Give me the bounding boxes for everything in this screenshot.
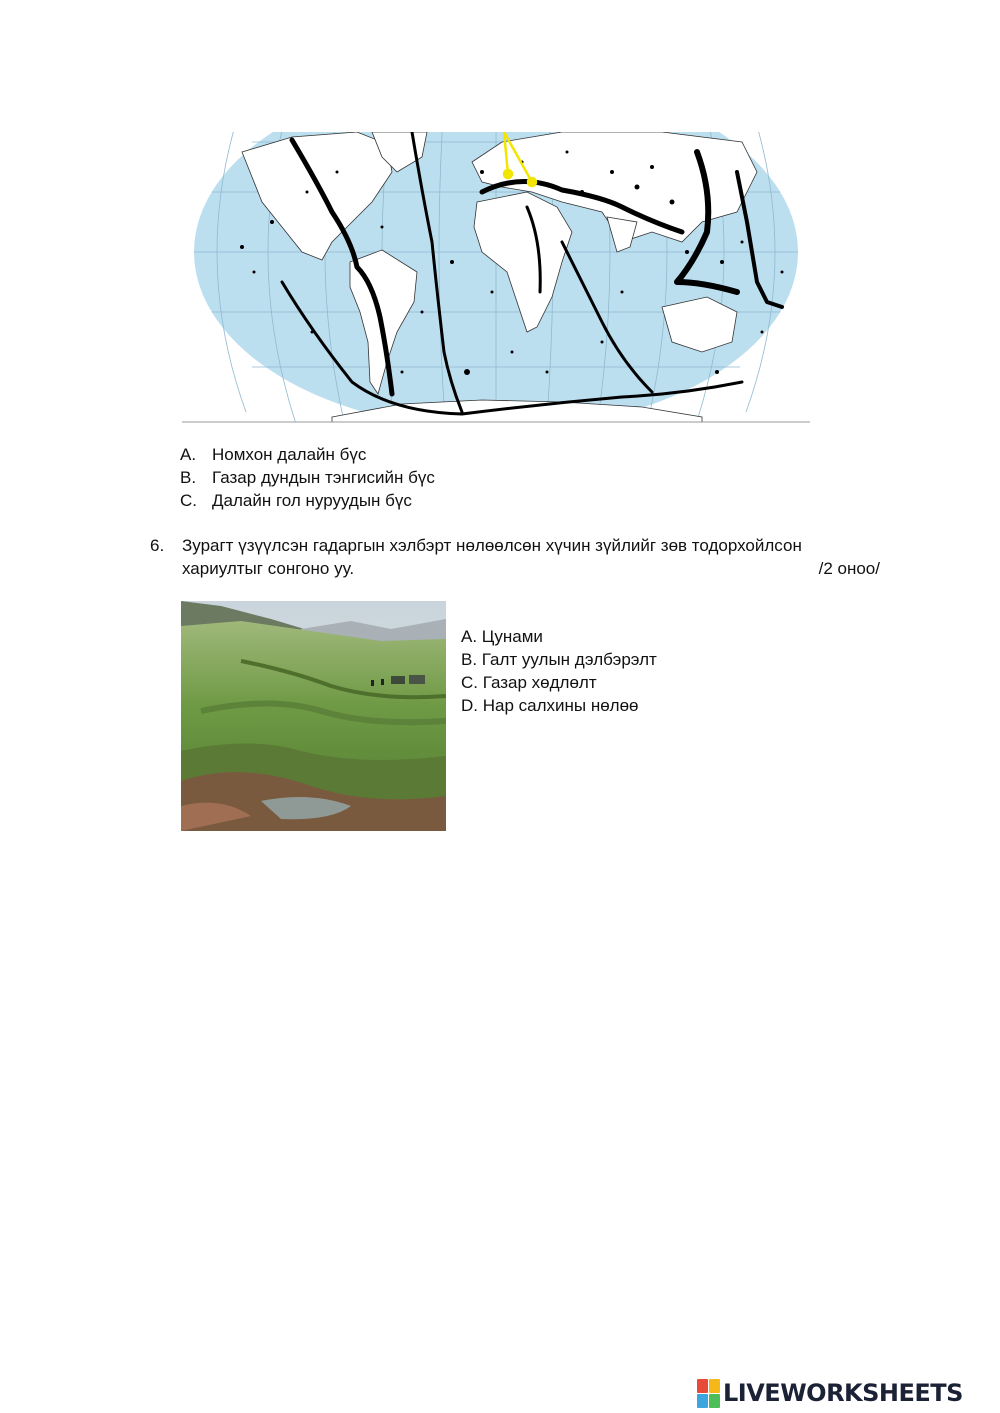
map-option-c[interactable] bbox=[180, 489, 435, 512]
option-letter: B. bbox=[180, 468, 197, 487]
landscape-photo bbox=[181, 601, 446, 831]
world-map bbox=[182, 132, 812, 424]
photo-answer-options bbox=[461, 625, 657, 717]
landscape-fault-photo-icon bbox=[181, 601, 446, 831]
option-letter: C. bbox=[180, 491, 197, 510]
map-option-b[interactable] bbox=[180, 466, 435, 489]
map-option-a[interactable] bbox=[180, 443, 435, 466]
option-text: Далайн гол нуруудын бүс bbox=[212, 491, 412, 510]
question-number: 6. bbox=[150, 536, 165, 555]
question-line-2-row bbox=[182, 557, 880, 580]
option-text: Газар дундын тэнгисийн бүс bbox=[212, 468, 435, 487]
photo-option-b[interactable]: B. Галт уулын дэлбэрэлт bbox=[461, 650, 657, 669]
liveworksheets-logo[interactable] bbox=[697, 1378, 963, 1408]
logo-text: LIVEWORKSHEETS bbox=[723, 1379, 963, 1407]
question-text bbox=[182, 534, 880, 580]
world-plate-boundary-map-icon bbox=[182, 132, 812, 424]
question-line-2: хариултыг сонгоно уу. bbox=[182, 559, 355, 578]
question-line-1: Зурагт үзүүлсэн гадаргын хэлбэрт нөлөөлсөн хүчин зүйлийг зөв тодорхойлсон bbox=[182, 536, 802, 555]
photo-option-a[interactable]: A. Цунами bbox=[461, 627, 543, 646]
photo-option-d[interactable]: D. Нар салхины нөлөө bbox=[461, 696, 639, 715]
option-text: Номхон далайн бүс bbox=[212, 445, 367, 464]
map-answer-options bbox=[180, 443, 435, 512]
photo-option-c[interactable]: C. Газар хөдлөлт bbox=[461, 673, 597, 692]
liveworksheets-mark-icon bbox=[697, 1379, 720, 1408]
option-letter: A. bbox=[180, 445, 197, 464]
question-points: /2 оноо/ bbox=[818, 559, 880, 578]
